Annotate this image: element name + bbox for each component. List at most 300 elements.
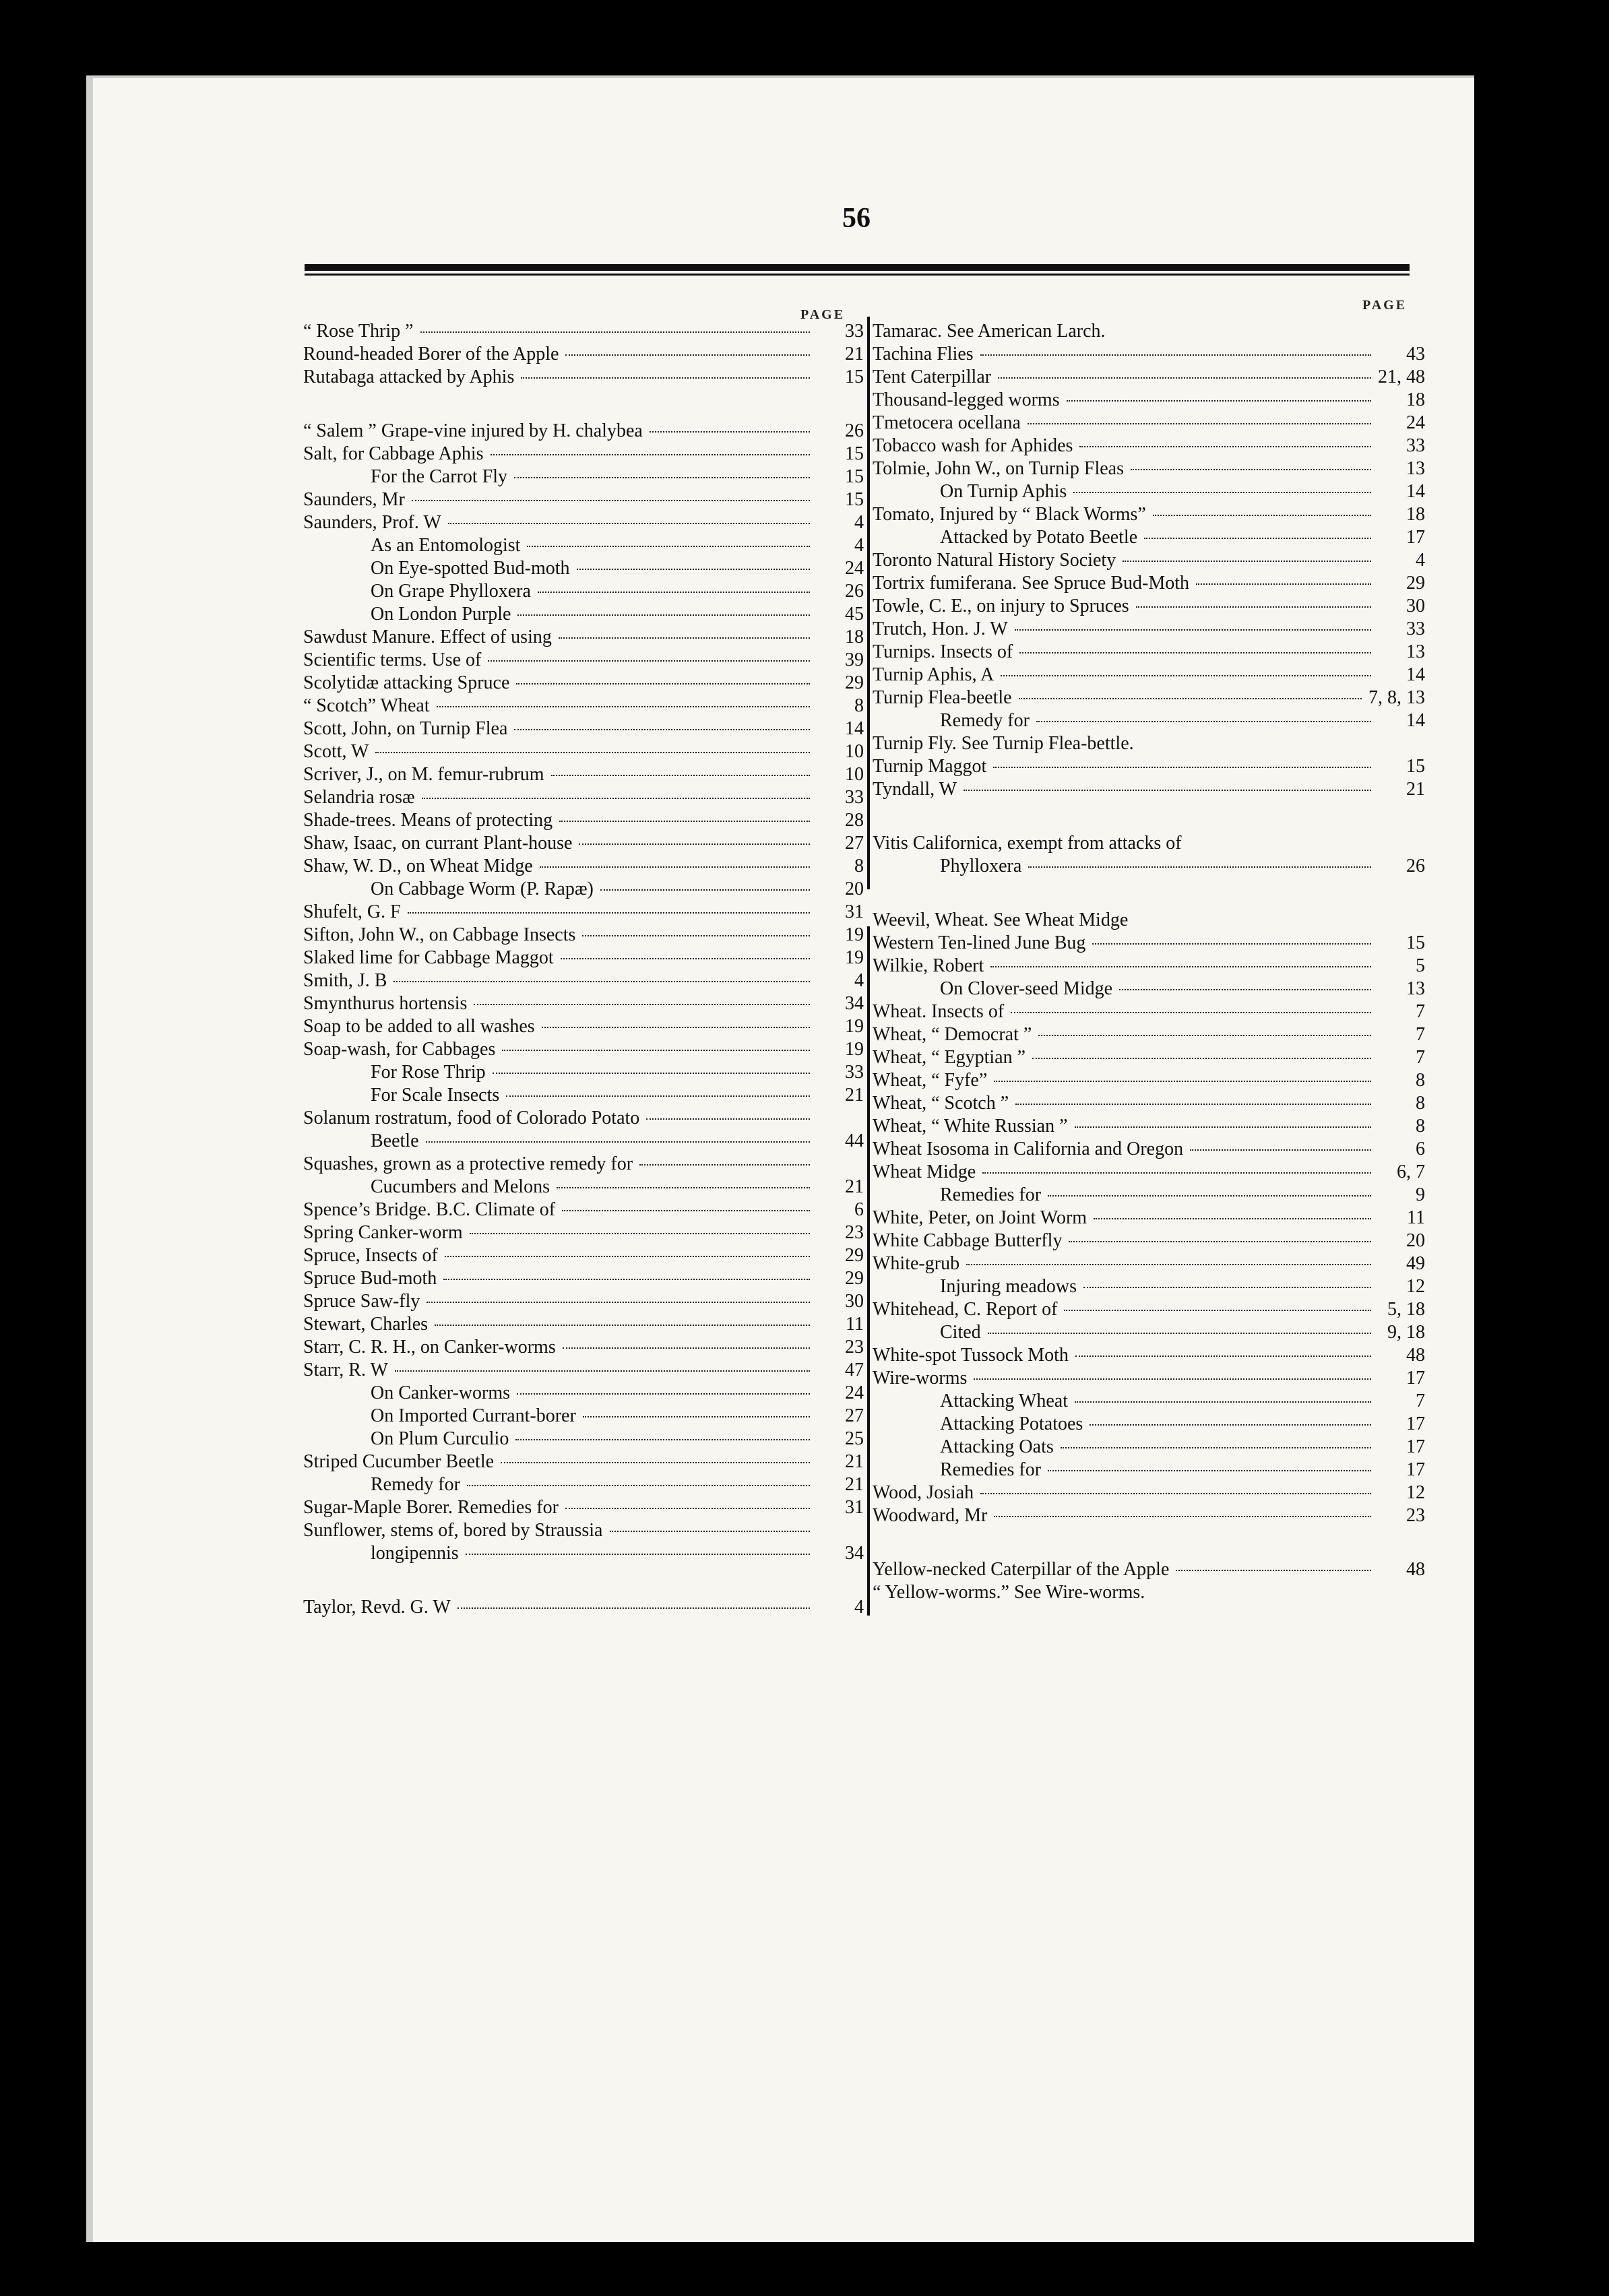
entry-page: 13 (1406, 641, 1425, 662)
leader-dots (517, 614, 810, 616)
leader-dots (1069, 1241, 1371, 1242)
index-column-right (873, 320, 1425, 1604)
entry-page: 33 (1406, 618, 1425, 639)
right-entry (873, 412, 1425, 435)
entry-text: Saunders, Prof. W (303, 512, 441, 533)
entry-page: 23 (845, 1337, 864, 1358)
right-entry (873, 932, 1425, 955)
leader-dots (1038, 1035, 1371, 1036)
entry-text: Whitehead, C. Report of (873, 1299, 1058, 1320)
left-entry (303, 1382, 864, 1405)
right-entry (873, 832, 1425, 855)
leader-dots (1073, 492, 1371, 493)
entry-text: Western Ten-lined June Bug (873, 932, 1086, 953)
entry-text: “ Rose Thrip ” (303, 321, 414, 342)
right-entry (873, 664, 1425, 687)
entry-text: Sifton, John W., on Cabbage Insects (303, 924, 576, 945)
left-entry (303, 672, 864, 695)
entry-text: Wheat. Insects of (873, 1001, 1005, 1022)
entry-text: Wheat, “ Scotch ” (873, 1093, 1009, 1114)
entry-page: 15 (1406, 932, 1425, 953)
entry-page: 43 (1406, 344, 1425, 364)
index-column-left (303, 320, 864, 1619)
entry-text: Starr, R. W (303, 1360, 388, 1380)
entry-page: 18 (1406, 389, 1425, 410)
leader-dots (565, 354, 810, 356)
entry-text: Spruce Bud-moth (303, 1268, 437, 1289)
left-entry (303, 1336, 864, 1359)
entry-text: Beetle (371, 1130, 419, 1151)
entry-text: Sunflower, stems of, bored by Straussia (303, 1520, 603, 1541)
entry-page: 10 (845, 741, 864, 762)
entry-page: 33 (845, 321, 864, 342)
left-entry (303, 511, 864, 534)
entry-text: Tachina Flies (873, 344, 974, 364)
entry-text: Attacking Oats (940, 1436, 1054, 1457)
left-entry (303, 855, 864, 878)
leader-dots (994, 1516, 1371, 1517)
leader-dots (551, 775, 810, 776)
left-entry (303, 969, 864, 992)
left-entry (303, 786, 864, 809)
entry-text: Tent Caterpillar (873, 366, 992, 387)
right-entry (873, 480, 1425, 503)
entry-page: 4 (1416, 550, 1425, 571)
entry-text: Attacked by Potato Beetle (940, 527, 1138, 548)
leader-dots (488, 660, 810, 662)
entry-page: 47 (845, 1360, 864, 1380)
right-entry (873, 1321, 1425, 1344)
entry-text: Tortrix fumiferana. See Spruce Bud-Moth (873, 573, 1190, 594)
entry-text: White, Peter, on Joint Worm (873, 1207, 1087, 1228)
leader-dots (563, 1347, 810, 1349)
entry-text: Tamarac. See American Larch. (873, 321, 1106, 342)
entry-text: Weevil, Wheat. See Wheat Midge (873, 910, 1129, 930)
leader-dots (646, 1118, 810, 1120)
leader-dots (1048, 1470, 1371, 1471)
entry-text: Toronto Natural History Society (873, 550, 1116, 571)
leader-dots (540, 866, 810, 868)
left-entry (303, 718, 864, 740)
left-entry (303, 1153, 864, 1176)
right-entry (873, 778, 1425, 801)
entry-page: 23 (845, 1222, 864, 1243)
entry-page: 21 (845, 1176, 864, 1197)
leader-dots (375, 752, 810, 753)
leader-dots (1090, 1424, 1371, 1426)
entry-text: On London Purple (371, 604, 511, 625)
right-entry (873, 1558, 1425, 1581)
column-divider (867, 317, 870, 889)
entry-text: On Imported Currant-borer (371, 1405, 576, 1426)
index-spacer (873, 1527, 1425, 1558)
leader-dots (491, 454, 810, 455)
entry-page: 45 (845, 604, 864, 625)
left-entry (303, 1061, 864, 1084)
leader-dots (1196, 583, 1371, 585)
entry-text: On Cabbage Worm (P. Rapæ) (371, 879, 594, 899)
entry-text: Rutabaga attacked by Aphis (303, 366, 515, 387)
left-entry (303, 1130, 864, 1153)
right-entry (873, 909, 1425, 932)
entry-text: Spruce, Insects of (303, 1245, 438, 1266)
entry-page: 33 (845, 1062, 864, 1083)
entry-page: 23 (1406, 1505, 1425, 1526)
left-entry (303, 901, 864, 924)
leader-dots (445, 1256, 810, 1257)
entry-text: On Turnip Aphis (940, 481, 1067, 502)
index-spacer (303, 1565, 864, 1596)
left-entry (303, 1428, 864, 1450)
entry-text: Cited (940, 1322, 981, 1343)
leader-dots (1176, 1570, 1371, 1571)
entry-page: 27 (845, 833, 864, 854)
entry-text: Tmetocera ocellana (873, 412, 1021, 433)
entry-page: 33 (845, 787, 864, 808)
leader-dots (458, 1607, 810, 1609)
entry-text: Soap-wash, for Cabbages (303, 1039, 496, 1060)
entry-page: 14 (845, 718, 864, 739)
entry-text: Trutch, Hon. J. W (873, 618, 1008, 639)
entry-page: 48 (1406, 1559, 1425, 1580)
entry-page: 29 (845, 672, 864, 693)
left-entry (303, 878, 864, 901)
entry-page: 34 (845, 1543, 864, 1564)
leader-dots (639, 1164, 810, 1166)
entry-page: 29 (845, 1245, 864, 1266)
left-entry (303, 466, 864, 488)
entry-text: Sugar-Maple Borer. Remedies for (303, 1497, 559, 1518)
entry-text: “ Scotch” Wheat (303, 695, 430, 716)
leader-dots (1061, 1447, 1371, 1448)
leader-dots (579, 843, 810, 845)
right-entry (873, 1298, 1425, 1321)
entry-page: 8 (854, 856, 864, 876)
right-entry (873, 1000, 1425, 1023)
left-entry (303, 1496, 864, 1519)
entry-page: 13 (1406, 978, 1425, 999)
entry-text: Shaw, Isaac, on currant Plant-house (303, 833, 573, 854)
entry-page: 15 (1406, 756, 1425, 777)
header-rule (305, 264, 1410, 271)
right-entry (873, 1581, 1425, 1604)
right-entry (873, 320, 1425, 343)
leader-dots (998, 377, 1371, 379)
leader-dots (1001, 675, 1371, 676)
entry-text: Scott, W (303, 741, 369, 762)
right-entry (873, 1413, 1425, 1436)
entry-page: 5 (1416, 955, 1425, 976)
entry-text: Remedies for (940, 1459, 1042, 1480)
entry-text: Tyndall, W (873, 779, 957, 800)
entry-text: For Scale Insects (371, 1085, 500, 1106)
left-entry (303, 1015, 864, 1038)
left-entry (303, 649, 864, 672)
entry-page: 15 (845, 443, 864, 464)
index-spacer (303, 389, 864, 420)
right-entry (873, 1161, 1425, 1184)
left-entry (303, 1473, 864, 1496)
right-entry (873, 1207, 1425, 1230)
entry-text: On Canker-worms (371, 1382, 511, 1403)
leader-dots (1064, 1310, 1371, 1311)
leader-dots (1048, 1195, 1371, 1197)
entry-page: 20 (845, 879, 864, 899)
entry-text: Spring Canker-worm (303, 1222, 463, 1243)
leader-dots (412, 500, 810, 501)
entry-text: Attacking Potatoes (940, 1413, 1083, 1434)
leader-dots (990, 966, 1371, 967)
right-entry (873, 1459, 1425, 1481)
left-entry (303, 534, 864, 557)
column-divider (867, 926, 870, 1616)
entry-text: Vitis Californica, exempt from attacks of (873, 833, 1182, 854)
leader-dots (538, 592, 810, 593)
entry-text: Salt, for Cabbage Aphis (303, 443, 484, 464)
entry-page: 18 (845, 627, 864, 647)
entry-text: Turnip Fly. See Turnip Flea-bettle. (873, 733, 1134, 754)
entry-text: On Eye-spotted Bud-moth (371, 558, 570, 579)
leader-dots (502, 1050, 810, 1051)
entry-text: Starr, C. R. H., on Canker-worms (303, 1337, 556, 1358)
left-entry (303, 626, 864, 649)
left-entry (303, 695, 864, 718)
right-entry (873, 641, 1425, 664)
left-entry (303, 1359, 864, 1382)
leader-dots (1092, 943, 1371, 945)
leader-dots (395, 1370, 810, 1372)
leader-dots (501, 1462, 810, 1463)
left-entry (303, 924, 864, 947)
right-entry (873, 572, 1425, 595)
entry-page: 19 (845, 1039, 864, 1060)
leader-dots (443, 1279, 810, 1280)
entry-text: Spruce Saw-fly (303, 1291, 420, 1312)
leader-dots (1153, 515, 1371, 516)
leader-dots (1136, 606, 1371, 608)
entry-text: Sawdust Manure. Effect of using (303, 627, 552, 647)
right-entry (873, 1184, 1425, 1207)
entry-page: 4 (854, 1597, 864, 1618)
right-entry (873, 1138, 1425, 1161)
entry-text: Turnip Maggot (873, 756, 987, 777)
left-entry (303, 1244, 864, 1267)
entry-text: Yellow-necked Caterpillar of the Apple (873, 1559, 1170, 1580)
right-entry (873, 1275, 1425, 1298)
page-number: 56 (842, 203, 871, 234)
left-entry (303, 1199, 864, 1221)
entry-page: 19 (845, 924, 864, 945)
entry-page: 24 (845, 1382, 864, 1403)
entry-page: 6 (1416, 1139, 1425, 1159)
left-entry (303, 809, 864, 832)
left-entry (303, 366, 864, 389)
entry-page: 21 (1406, 779, 1425, 800)
entry-page: 4 (854, 970, 864, 991)
entry-text: Turnip Aphis, A (873, 664, 995, 685)
entry-page: 27 (845, 1405, 864, 1426)
entry-page: 26 (845, 581, 864, 602)
entry-page: 21, 48 (1378, 366, 1425, 387)
left-entry (303, 832, 864, 855)
leader-dots (1019, 652, 1371, 653)
right-entry (873, 1230, 1425, 1252)
entry-text: On Plum Curculio (371, 1428, 509, 1449)
leader-dots (516, 683, 810, 684)
entry-text: “ Salem ” Grape-vine injured by H. chalybea (303, 420, 643, 441)
leader-dots (1131, 469, 1371, 470)
left-entry (303, 488, 864, 511)
entry-page: 28 (845, 810, 864, 831)
leader-dots (437, 706, 810, 707)
leader-dots (610, 1531, 811, 1532)
leader-dots (1032, 1058, 1371, 1059)
leader-dots (408, 912, 810, 914)
entry-page: 12 (1406, 1276, 1425, 1297)
left-entry (303, 443, 864, 466)
left-entry (303, 557, 864, 580)
entry-page: 49 (1406, 1253, 1425, 1274)
entry-page: 7 (1416, 1001, 1425, 1022)
leader-dots (1123, 561, 1371, 562)
entry-page: 17 (1406, 1413, 1425, 1434)
entry-page: 10 (845, 764, 864, 785)
left-entry (303, 1405, 864, 1428)
entry-page: 17 (1406, 527, 1425, 548)
right-entry (873, 1390, 1425, 1413)
entry-page: 14 (1406, 664, 1425, 685)
leader-dots (1094, 1218, 1371, 1219)
entry-page: 9, 18 (1387, 1322, 1425, 1343)
right-entry (873, 709, 1425, 732)
entry-page: 7 (1416, 1024, 1425, 1045)
leader-dots (562, 1210, 810, 1211)
entry-text: Turnips. Insects of (873, 641, 1013, 662)
entry-text: Woodward, Mr (873, 1505, 988, 1526)
leader-dots (974, 1378, 1371, 1380)
right-entry (873, 1504, 1425, 1527)
entry-text: longipennis (371, 1543, 459, 1564)
entry-page: 33 (1406, 435, 1425, 456)
entry-text: Spence’s Bridge. B.C. Climate of (303, 1199, 556, 1220)
entry-page: 11 (846, 1314, 864, 1335)
leader-dots (565, 1508, 810, 1509)
leader-dots (994, 1081, 1371, 1082)
entry-page: 5, 18 (1387, 1299, 1425, 1320)
header-rule-thin (305, 274, 1410, 276)
right-entry (873, 1023, 1425, 1046)
leader-dots (515, 1439, 810, 1440)
entry-page: 7 (1416, 1047, 1425, 1068)
leader-dots (988, 1333, 1371, 1334)
leader-dots (1083, 1287, 1371, 1288)
leader-dots (1190, 1149, 1371, 1151)
entry-text: Scolytidæ attacking Spruce (303, 672, 510, 693)
entry-text: Phylloxera (940, 856, 1022, 876)
entry-text: White-grub (873, 1253, 960, 1274)
right-entry (873, 1069, 1425, 1092)
entry-text: Striped Cucumber Beetle (303, 1451, 495, 1472)
entry-text: Tolmie, John W., on Turnip Fleas (873, 458, 1124, 479)
right-entry (873, 526, 1425, 549)
leader-dots (1015, 1104, 1371, 1105)
leader-dots (521, 377, 810, 379)
left-entry (303, 1267, 864, 1290)
entry-text: Attacking Wheat (940, 1391, 1068, 1411)
entry-text: Slaked lime for Cabbage Maggot (303, 947, 554, 968)
entry-text: Shade-trees. Means of protecting (303, 810, 553, 831)
leader-dots (964, 790, 1371, 791)
entry-page: 29 (845, 1268, 864, 1289)
leader-dots (583, 1416, 810, 1417)
entry-page: 4 (854, 512, 864, 533)
entry-page: 25 (845, 1428, 864, 1449)
left-entry (303, 320, 864, 343)
right-entry (873, 595, 1425, 618)
left-entry (303, 1313, 864, 1336)
entry-page: 19 (845, 1016, 864, 1037)
entry-text: Wheat, “ Fyfe” (873, 1070, 988, 1091)
entry-page: 7, 8, 13 (1368, 687, 1425, 708)
left-entry (303, 947, 864, 969)
entry-page: 17 (1406, 1436, 1425, 1457)
right-entry (873, 1115, 1425, 1138)
left-entry (303, 580, 864, 603)
entry-text: Wheat Midge (873, 1161, 976, 1182)
leader-dots (966, 1264, 1371, 1265)
right-entry (873, 366, 1425, 389)
right-entry (873, 1344, 1425, 1367)
leader-dots (1075, 1126, 1371, 1128)
entry-text: Injuring meadows (940, 1276, 1077, 1297)
left-entry (303, 420, 864, 443)
entry-page: 26 (1406, 856, 1425, 876)
leader-dots (559, 637, 810, 639)
entry-text: Wilkie, Robert (873, 955, 984, 976)
right-entry (873, 503, 1425, 526)
entry-page: 21 (845, 1451, 864, 1472)
right-entry (873, 732, 1425, 755)
leader-dots (514, 729, 810, 730)
left-entry (303, 992, 864, 1015)
entry-page: 15 (845, 466, 864, 487)
entry-page: 29 (1406, 573, 1425, 594)
entry-page: 39 (845, 649, 864, 670)
left-entry (303, 603, 864, 626)
entry-text: White-spot Tussock Moth (873, 1345, 1069, 1366)
right-entry (873, 343, 1425, 366)
leader-dots (1036, 721, 1371, 722)
leader-dots (1075, 1356, 1371, 1357)
entry-text: Wood, Josiah (873, 1482, 974, 1503)
entry-text: On Grape Phylloxera (371, 581, 531, 602)
entry-text: Wheat, “ Democrat ” (873, 1024, 1032, 1045)
entry-page: 12 (1406, 1482, 1425, 1503)
entry-text: Tobacco wash for Aphides (873, 435, 1073, 456)
entry-text: For Rose Thrip (371, 1062, 486, 1083)
entry-page: 21 (845, 1474, 864, 1495)
entry-page: 48 (1406, 1345, 1425, 1366)
right-entry (873, 978, 1425, 1000)
leader-dots (582, 935, 810, 936)
entry-page: 34 (845, 993, 864, 1014)
entry-page: 20 (1406, 1230, 1425, 1251)
entry-text: Towle, C. E., on injury to Spruces (873, 596, 1129, 616)
entry-page: 30 (1406, 596, 1425, 616)
entry-text: Shufelt, G. F (303, 901, 401, 922)
entry-text: Remedy for (940, 710, 1030, 731)
right-entry (873, 1436, 1425, 1459)
